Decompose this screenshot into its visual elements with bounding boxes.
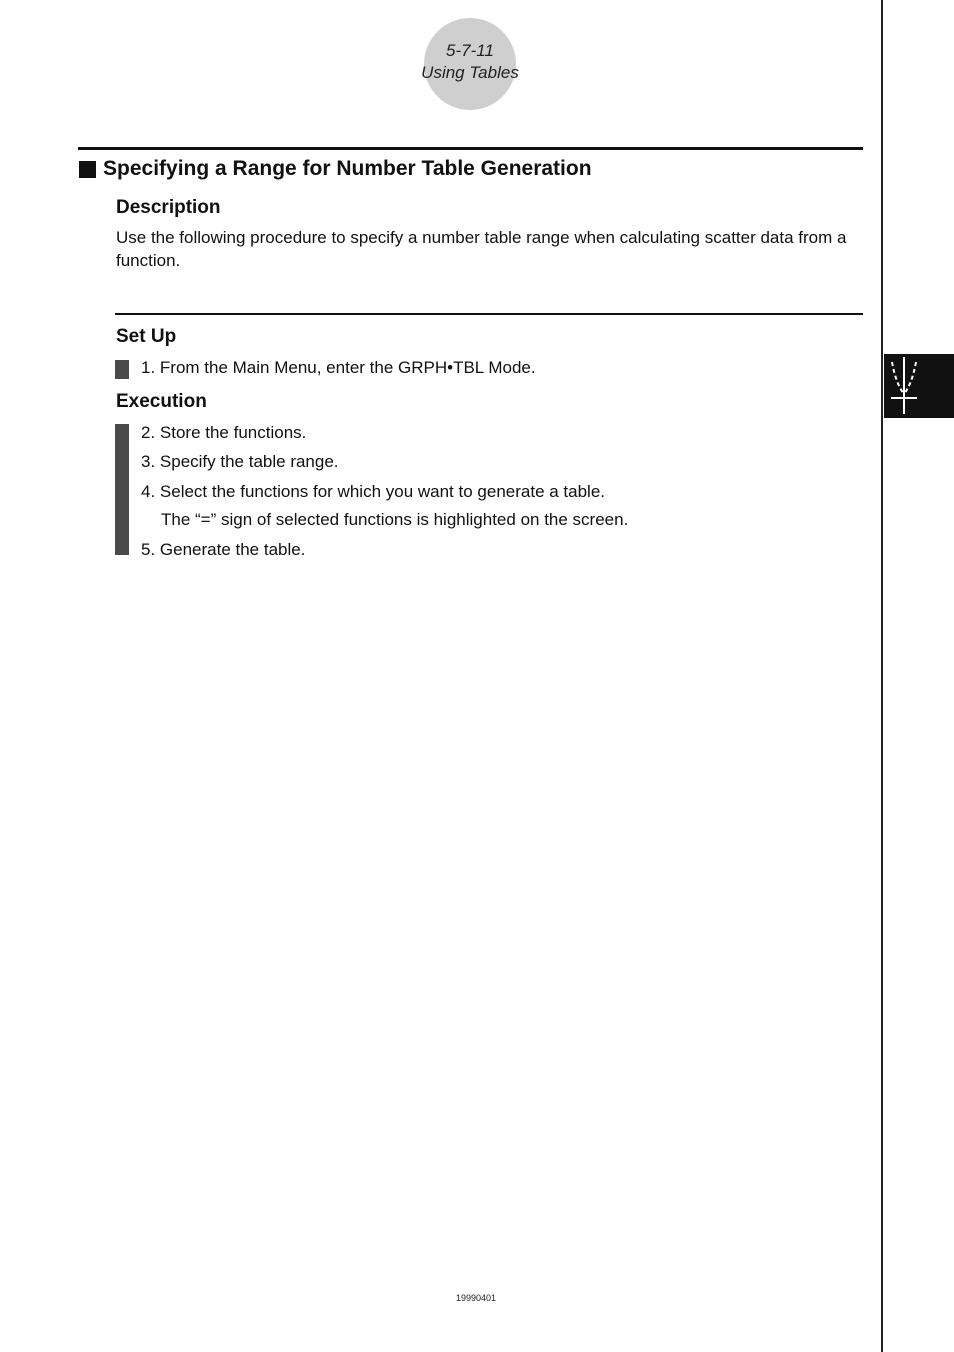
execution-step-bar [115, 424, 129, 555]
section-top-rule [78, 147, 863, 150]
divider-rule [115, 313, 863, 315]
section-bullet-icon [79, 161, 96, 178]
execution-step-5: 5. Generate the table. [141, 540, 306, 559]
page-section-label: Using Tables [421, 63, 519, 82]
execution-step-4-note: The “=” sign of selected functions is highlighted on the screen. [161, 510, 629, 529]
footer-code: 19990401 [455, 1293, 497, 1303]
setup-step-1: 1. From the Main Menu, enter the GRPH•TBL Mode. [141, 358, 536, 377]
setup-step-bar [115, 360, 129, 379]
description-text: Use the following procedure to specify a number table range when calculating scatter data from a function. [116, 228, 847, 270]
setup-heading: Set Up [116, 326, 177, 347]
execution-heading: Execution [116, 391, 207, 412]
description-heading: Description [116, 197, 221, 218]
graph-function-icon [884, 354, 954, 418]
page-number: 5-7-11 [446, 41, 494, 60]
execution-step-2: 2. Store the functions. [141, 423, 307, 442]
right-margin-rule [881, 0, 883, 1352]
section-title: Specifying a Range for Number Table Generation [103, 157, 592, 180]
execution-step-4: 4. Select the functions for which you want to generate a table. [141, 482, 606, 501]
chapter-tab [884, 354, 954, 418]
execution-step-3: 3. Specify the table range. [141, 452, 339, 471]
